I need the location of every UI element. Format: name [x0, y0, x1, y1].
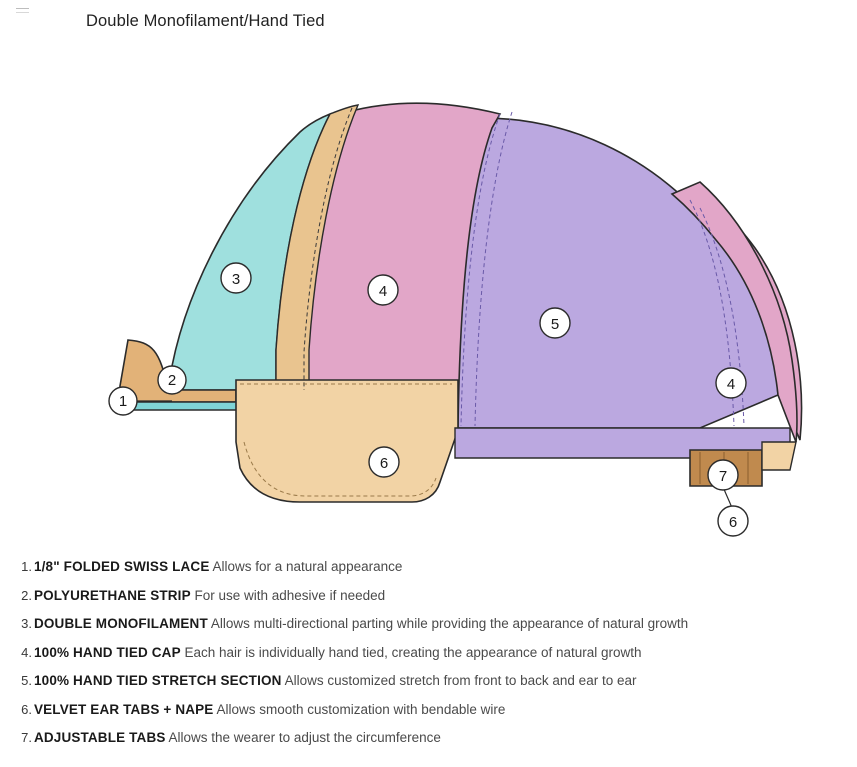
- legend-item-3-desc: Allows multi-directional parting while providing the appearance of natural growth: [210, 616, 689, 631]
- legend-item-6: [0, 701, 857, 718]
- legend-item-5-number: 5.: [21, 673, 32, 688]
- legend-item-2-number: 2.: [21, 587, 32, 603]
- legend-item-4: [0, 644, 857, 661]
- callout-5-label: 5: [550, 316, 560, 333]
- callout-1: [109, 387, 137, 415]
- legend-item-1: [0, 558, 857, 575]
- legend-item-2-desc: For use with adhesive if needed: [194, 587, 386, 603]
- callout-6-right: [718, 506, 748, 536]
- legend-item-4-number: 4.: [21, 644, 32, 660]
- callout-7-label: 7: [718, 468, 728, 485]
- legend-item-2-term: POLYURETHANE STRIP: [34, 587, 191, 603]
- legend-item-4-term: 100% HAND TIED CAP: [34, 644, 181, 660]
- legend-item-3: [0, 615, 857, 632]
- legend-item-2: [0, 587, 857, 604]
- callout-7: [708, 460, 738, 490]
- legend-item-5-term: 100% HAND TIED STRETCH SECTION: [34, 673, 282, 688]
- legend-item-4-desc: Each hair is individually hand tied, creating the appearance of natural growth: [184, 644, 642, 660]
- legend-item-5-desc: Allows customized stretch from front to back and ear to ear: [284, 673, 637, 688]
- legend-list: [0, 558, 857, 758]
- legend-item-6-number: 6.: [21, 701, 32, 717]
- callout-5: [540, 308, 570, 338]
- legend-item-1-number: 1.: [21, 559, 32, 574]
- legend-item-1-desc: Allows for a natural appearance: [212, 559, 403, 574]
- velvet-nape-right-shape: [762, 442, 796, 470]
- velvet-ear-tab-shape: [236, 380, 458, 502]
- wig-cap-diagram: [0, 50, 857, 550]
- callout-3: [221, 263, 251, 293]
- legend-item-7-term: ADJUSTABLE TABS: [34, 730, 166, 745]
- callout-2: [158, 366, 186, 394]
- legend-item-6-desc: Allows smooth customization with bendable wire: [216, 701, 506, 717]
- callout-6-right-label: 6: [728, 514, 738, 531]
- legend-item-5: [0, 672, 857, 689]
- callout-4-center: [368, 275, 398, 305]
- callout-6-center: [369, 447, 399, 477]
- legend-item-7-desc: Allows the wearer to adjust the circumference: [168, 730, 441, 745]
- callout-4-right: [716, 368, 746, 398]
- callout-4-center-label: 4: [378, 283, 388, 300]
- legend-item-3-term: DOUBLE MONOFILAMENT: [34, 616, 208, 631]
- page-title: Double Monofilament/Hand Tied: [86, 12, 325, 30]
- callout-4-right-label: 4: [726, 376, 736, 393]
- callout-3-label: 3: [231, 271, 241, 288]
- corner-mark-decoration: [16, 8, 30, 22]
- legend-item-6-term: VELVET EAR TABS + NAPE: [34, 701, 214, 717]
- callout-1-label: 1: [118, 393, 128, 410]
- callout-6-center-label: 6: [379, 455, 389, 472]
- legend-item-3-number: 3.: [21, 616, 32, 631]
- callout-2-label: 2: [167, 372, 177, 389]
- legend-item-1-term: 1/8" FOLDED SWISS LACE: [34, 559, 210, 574]
- legend-item-7-number: 7.: [21, 730, 32, 745]
- legend-item-7: [0, 729, 857, 746]
